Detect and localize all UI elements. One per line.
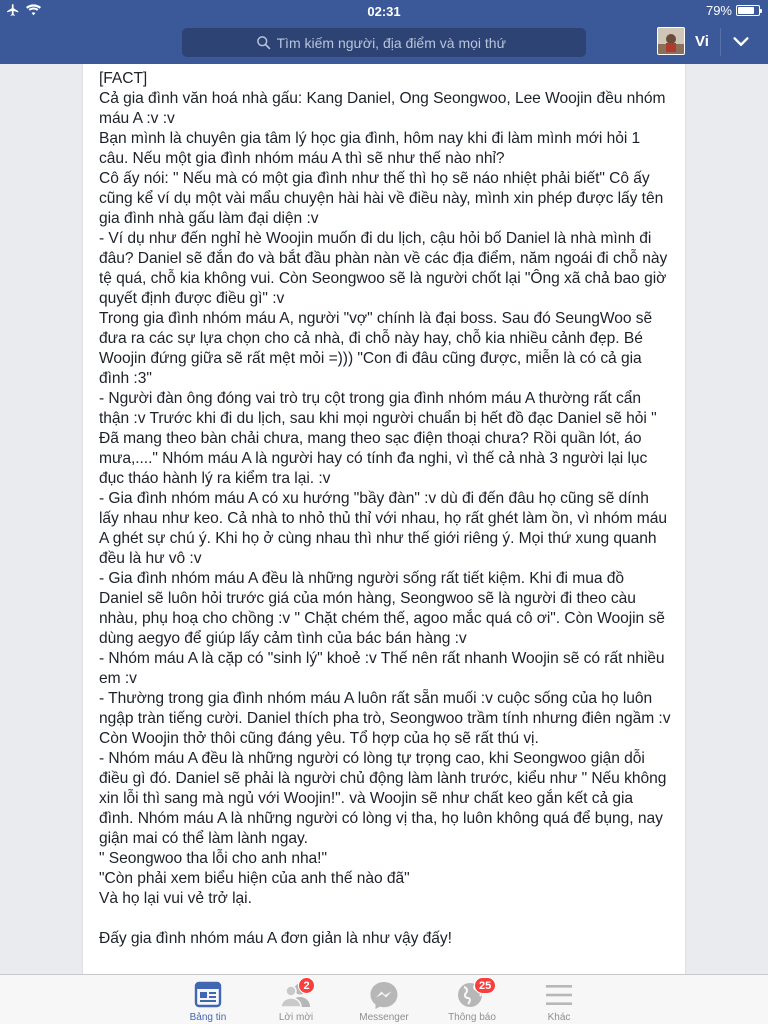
post-paragraph: - Nhóm máu A đều là những người có lòng tự trọng cao, khi Seongwoo giận dỗi điều gì đó. Daniel sẽ phải là người chủ động làm lành trước, kiểu như " Nếu không xin lỗi thì sang mà ngủ với Woojin!". và Woojin sẽ như chất keo gắn kết cả gia đình. Nhóm máu A là những người có lòng vị tha, họ luôn không quá để bụng, nay giận mai có thể làm lành ngay.	[99, 750, 667, 847]
tab-label: Khác	[547, 1012, 571, 1023]
status-bar	[0, 0, 768, 22]
friend-requests-badge: 2	[298, 977, 315, 994]
tab-bar	[0, 974, 768, 1024]
tab-label: Thông báo	[448, 1012, 496, 1023]
status-right	[706, 3, 760, 18]
tab-label: Bảng tin	[189, 1012, 227, 1023]
profile-name: Vi	[695, 32, 709, 50]
post-paragraph: - Gia đình nhóm máu A có xu hướng "bầy đàn" :v dù đi đến đâu họ cũng sẽ dính lấy nhau như keo. Cả nhà to nhỏ thủ thỉ với nhau, họ rất ghét làm ồn, vì nhóm máu A ghét sự chú ý. Khi họ ở cùng nhau thì như thế giới riêng ý. Mọi thứ xung quanh đều là hư vô :v	[99, 490, 667, 567]
chevron-down-icon[interactable]	[730, 31, 752, 53]
search-bar[interactable]	[182, 28, 586, 57]
notifications-globe-icon	[456, 979, 492, 1010]
tab-messenger[interactable]	[340, 975, 428, 1024]
top-bar	[0, 0, 768, 64]
post-paragraph: Cô ấy nói: " Nếu mà có một gia đình như thế thì họ sẽ náo nhiệt phải biết" Cô ấy cũng kể ví dụ một vài mẩu chuyện hài hài về điều này, mình xin phép được lấy tên gia đình nhà gấu làm đại diện :v	[99, 170, 664, 227]
battery-level-fill	[738, 7, 754, 14]
post-paragraph: Bạn mình là chuyên gia tâm lý học gia đình, hôm nay khi đi làm mình mới hỏi 1 câu. Nếu một gia đình nhóm máu A thì sẽ như thế nào nhỉ?	[99, 130, 641, 167]
nav-divider	[720, 28, 721, 56]
blank-line	[99, 909, 671, 929]
friend-requests-icon	[280, 980, 312, 1010]
status-time: 02:31	[367, 4, 401, 19]
menu-icon	[543, 980, 575, 1010]
battery-icon	[736, 5, 760, 16]
battery-percent: 79%	[705, 3, 732, 18]
profile-button[interactable]	[657, 27, 709, 55]
post-paragraph: - Gia đình nhóm máu A đều là những người sống rất tiết kiệm. Khi đi mua đồ Daniel sẽ luôn hỏi trước giá của món hàng, Seongwoo sẽ là người đi theo càu nhàu, phụ hoạ cho chồng :v " Chặt chém thế, agoo mắc quá cô ơi". Còn Woojin sẽ dùng aegyo để giúp lấy cảm tình của bác bán hàng :v	[99, 570, 665, 647]
post-paragraph: " Seongwoo tha lỗi cho anh nha!"	[99, 850, 327, 867]
avatar[interactable]	[657, 27, 685, 55]
post-paragraph: Và họ lại vui vẻ trở lại.	[99, 890, 252, 907]
search-input[interactable]	[277, 35, 513, 51]
post-paragraph: - Thường trong gia đình nhóm máu A luôn rất sẵn muối :v cuộc sống của họ luôn ngập tràn tiếng cười. Daniel thích pha trò, Seongwoo trầm tính nhưng điên ngầm :v Còn Woojin thở thôi cũng đáng yêu. Tổ hợp của họ sẽ rất thú vị.	[99, 690, 671, 747]
nav-bar	[0, 22, 768, 64]
tab-notifications[interactable]	[428, 975, 516, 1024]
post-paragraph: Cả gia đình văn hoá nhà gấu: Kang Daniel, Ong Seongwoo, Lee Woojin đều nhóm máu A :v :v	[99, 90, 666, 127]
tab-label: Messenger	[359, 1012, 409, 1023]
news-feed-icon	[192, 980, 224, 1010]
post-text	[83, 64, 685, 949]
post-paragraph: - Ví dụ như đến nghỉ hè Woojin muốn đi du lịch, cậu hỏi bố Daniel là nhà mình đi đâu? Daniel sẽ đắn đo và bắt đầu phàn nàn về các địa điểm, năm ngoái đi chỗ này tệ quá, chỗ kia không vui. Còn Seongwoo sẽ là người chốt lại "Ông xã chả bao giờ quyết định được điều gì" :v	[99, 230, 668, 307]
tab-more[interactable]	[515, 975, 603, 1024]
messenger-icon	[368, 980, 400, 1010]
post-paragraph: "Còn phải xem biểu hiện của anh thế nào đã"	[99, 870, 410, 887]
tab-friend-requests[interactable]	[252, 975, 340, 1024]
tab-news-feed[interactable]	[164, 975, 252, 1024]
tab-label: Lời mời	[278, 1012, 314, 1023]
post-paragraph: - Người đàn ông đóng vai trò trụ cột trong gia đình nhóm máu A thường rất cẩn thận :v Trước khi đi du lịch, sau khi mọi người chuẩn bị hết đồ đạc Daniel sẽ hỏi " Đã mang theo bàn chải chưa, mang theo sạc điện thoại chưa? Rồi quần lót, áo mưa,...." Nhóm máu A là người hay có tính đa nghi, vì thế cả nhà 3 người lại lục đục tháo hành lý ra kiểm tra lại. :v	[99, 390, 657, 487]
notifications-badge: 25	[474, 977, 496, 994]
post-paragraph: - Nhóm máu A là cặp có "sinh lý" khoẻ :v Thế nên rất nhanh Woojin sẽ có rất nhiều em :v	[99, 650, 665, 687]
post-paragraph: Trong gia đình nhóm máu A, người "vợ" chính là đại boss. Sau đó SeungWoo sẽ đưa ra các sự lựa chọn cho cả nhà, đi chỗ này hay, chỗ kia nhiều cảnh đẹp. Bé Woojin đứng giữa sẽ rất mệt mỏi =))) "Con đi đâu cũng được, miễn là có cả gia đình :3"	[99, 310, 653, 387]
post-paragraph: Đấy gia đình nhóm máu A đơn giản là như vậy đấy!	[99, 930, 452, 947]
post-paragraph: [FACT]	[99, 70, 148, 87]
search-icon	[256, 35, 271, 50]
post-card	[82, 64, 686, 976]
